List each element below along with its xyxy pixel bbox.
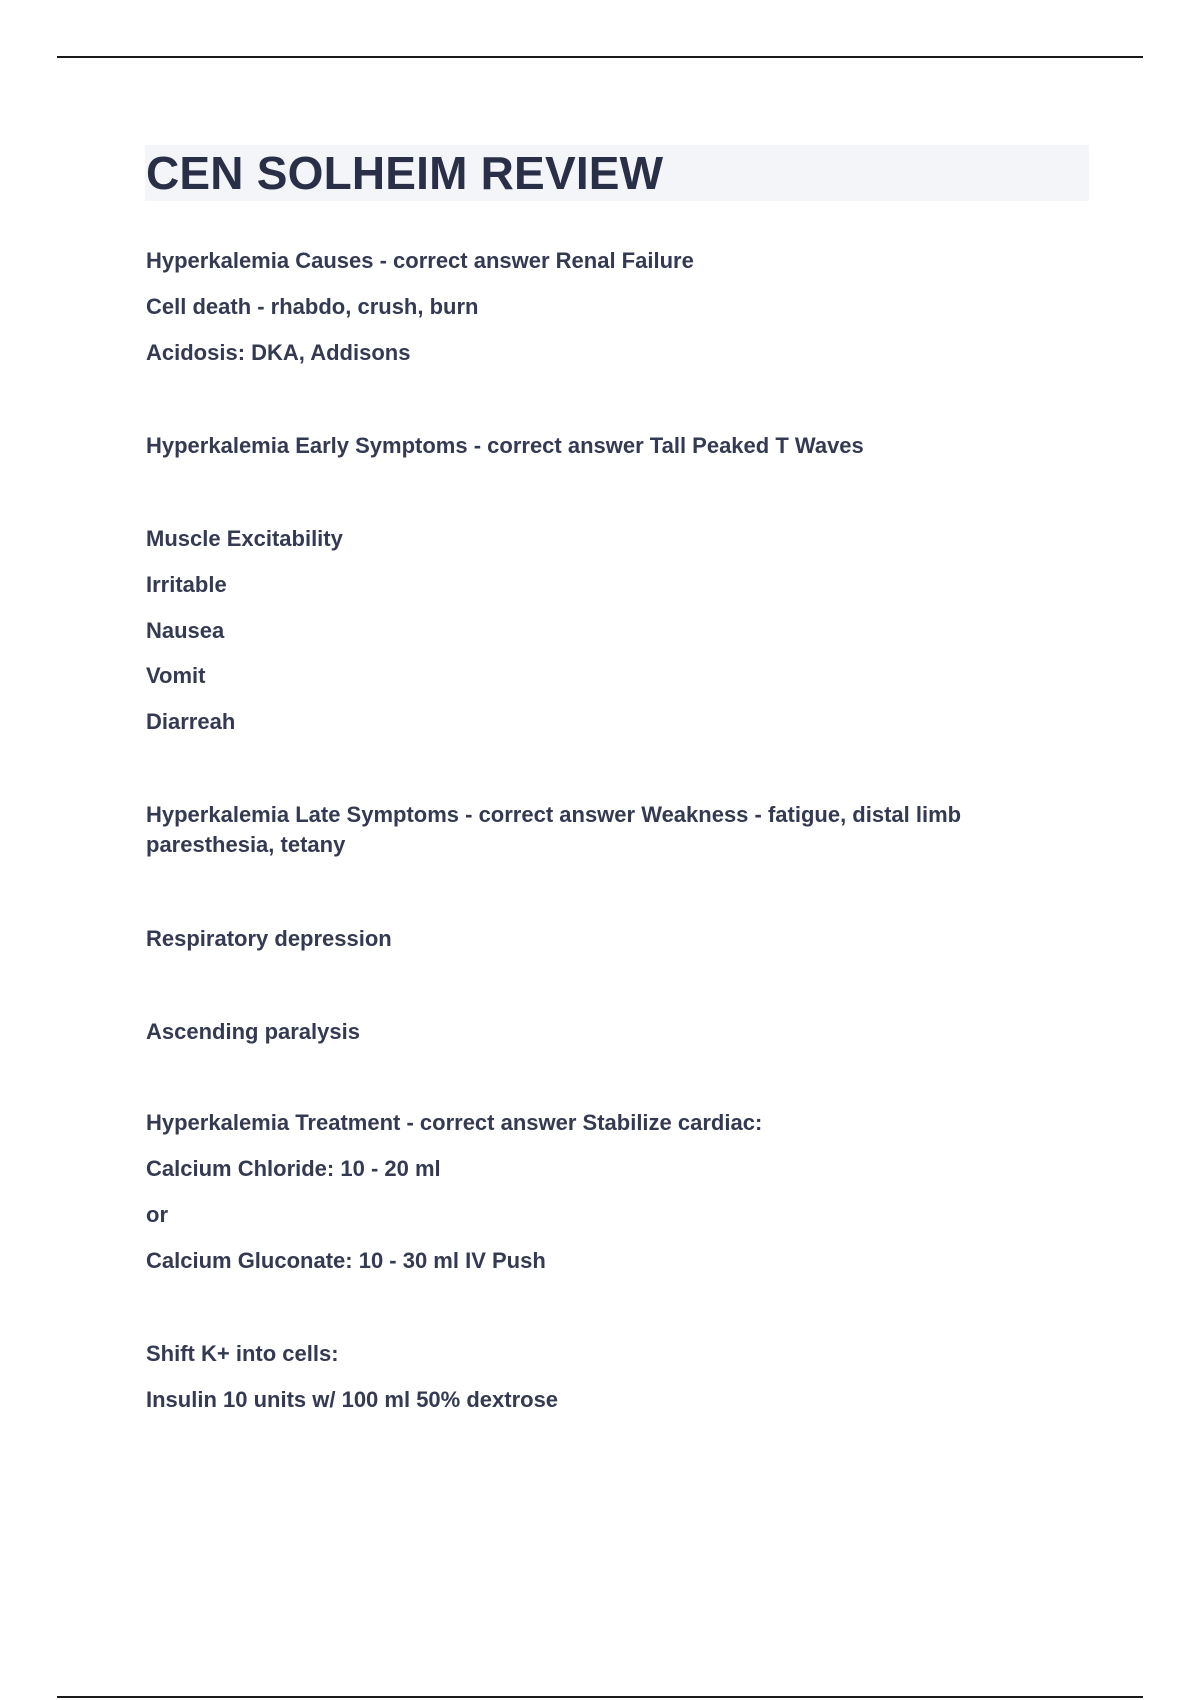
text-line-calcium-chloride: Calcium Chloride: 10 - 20 ml	[146, 1156, 441, 1181]
document-title: CEN SOLHEIM REVIEW	[146, 147, 664, 199]
header-rule	[57, 56, 1143, 58]
text-line-ascending-paralysis: Ascending paralysis	[146, 1019, 360, 1044]
text-line-muscle-excitability: Muscle Excitability	[146, 526, 343, 551]
text-line-irritable: Irritable	[146, 572, 227, 597]
text-line-diarreah: Diarreah	[146, 709, 236, 734]
text-line-hyperkalemia-causes: Hyperkalemia Causes - correct answer Renal Failure	[146, 248, 694, 273]
footer-rule	[57, 1696, 1143, 1698]
text-line-insulin: Insulin 10 units w/ 100 ml 50% dextrose	[146, 1387, 559, 1412]
text-line-vomit: Vomit	[146, 663, 206, 688]
text-line-early-symptoms: Hyperkalemia Early Symptoms - correct answer Tall Peaked T Waves	[146, 433, 864, 458]
text-line-or: or	[146, 1202, 168, 1227]
text-line-nausea: Nausea	[146, 618, 225, 643]
text-line-acidosis: Acidosis: DKA, Addisons	[146, 340, 411, 365]
text-line-calcium-gluconate: Calcium Gluconate: 10 - 30 ml IV Push	[146, 1248, 546, 1273]
text-line-late-symptoms: Hyperkalemia Late Symptoms - correct answer Weakness - fatigue, distal limb paresthesia, tetany	[146, 802, 962, 857]
text-line-shift-k: Shift K+ into cells:	[146, 1341, 339, 1366]
text-line-treatment: Hyperkalemia Treatment - correct answer Stabilize cardiac:	[146, 1110, 763, 1135]
text-line-cell-death: Cell death - rhabdo, crush, burn	[146, 294, 479, 319]
text-line-respiratory-depression: Respiratory depression	[146, 926, 392, 951]
